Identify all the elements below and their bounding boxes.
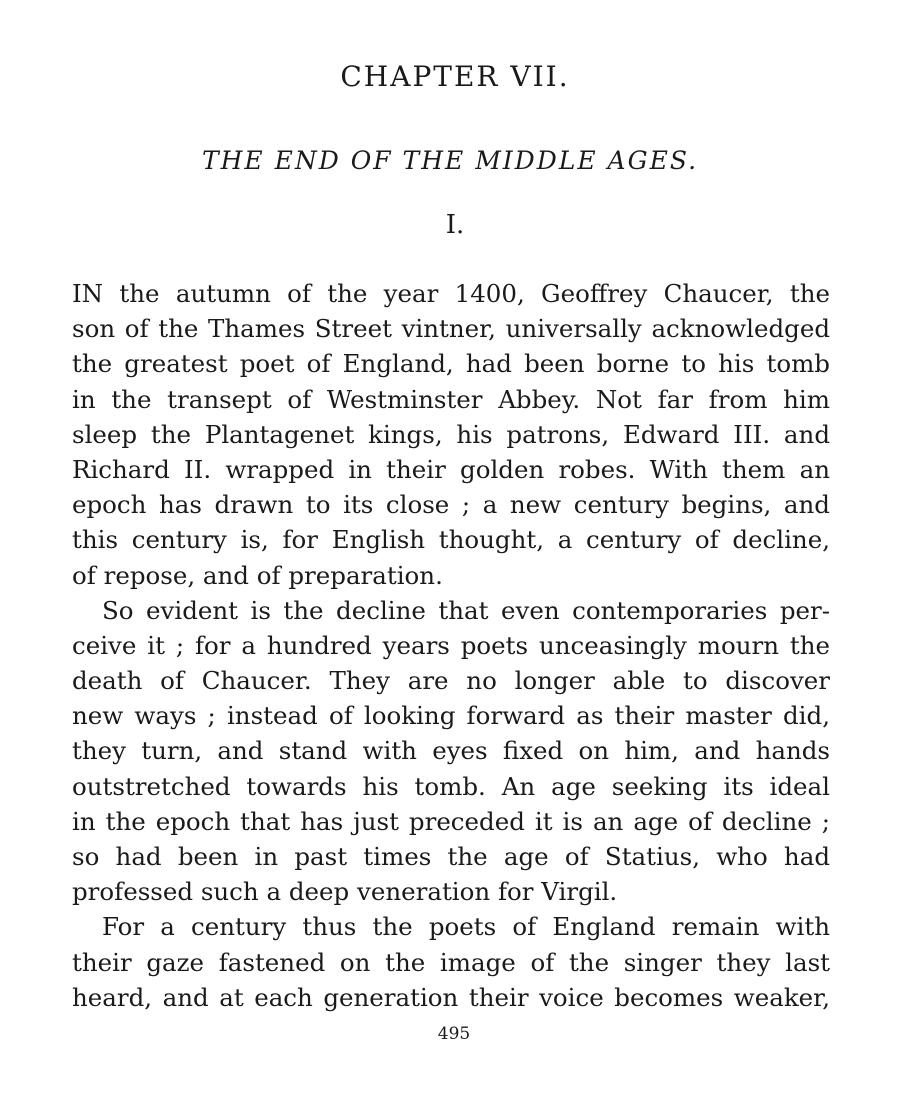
paragraph-2	[72, 593, 830, 910]
body-text	[72, 276, 830, 1015]
text-line: of repose, and of preparation.	[72, 560, 443, 590]
text-line: so had been in past times the age of Statius, who had	[72, 842, 830, 871]
text-line: IN the autumn of the year 1400, Geoffrey Chaucer, the	[72, 279, 830, 308]
text-line: Richard II. wrapped in their golden robes. With them an	[72, 454, 830, 484]
text-line: epoch has drawn to its close ; a new century begins, and	[72, 490, 830, 520]
drop-word: IN	[72, 279, 104, 308]
text-line: the greatest poet of England, had been borne to his tomb	[72, 349, 830, 379]
chapter-number: CHAPTER VII.	[340, 60, 570, 93]
text-line: this century is, for English thought, a century of decline,	[72, 525, 830, 555]
text-line: So evident is the decline that even contemporaries per-	[102, 595, 830, 625]
text-line: heard, and at each generation their voice becomes weaker,	[72, 982, 830, 1012]
page-number: 495	[437, 1024, 471, 1044]
text-line: in the transept of Westminster Abbey. Not far from him	[72, 384, 830, 414]
text-line: outstretched towards his tomb. An age seeking its ideal	[72, 771, 830, 801]
text-line: For a century thus the poets of England remain with	[102, 912, 830, 942]
text-line: they turn, and stand with eyes fixed on him, and hands	[72, 736, 830, 766]
section-number: I.	[445, 210, 465, 240]
paragraph-3	[72, 909, 830, 1015]
text-line: in the epoch that has just preceded it is an age of decline ;	[72, 806, 830, 836]
chapter-title: THE END OF THE MIDDLE AGES.	[201, 146, 699, 175]
text-line: death of Chaucer. They are no longer able to discover	[72, 666, 830, 696]
text-line: professed such a deep veneration for Virgil.	[72, 877, 618, 907]
text-line: ceive it ; for a hundred years poets unceasingly mourn the	[72, 630, 830, 660]
paragraph-1	[72, 276, 830, 593]
text-line: sleep the Plantagenet kings, his patrons, Edward III. and	[72, 419, 830, 449]
text-line: their gaze fastened on the image of the singer they last	[72, 947, 830, 977]
text-line: son of the Thames Street vintner, universally acknowledged	[72, 314, 830, 344]
text-line: new ways ; instead of looking forward as their master did,	[72, 701, 830, 731]
